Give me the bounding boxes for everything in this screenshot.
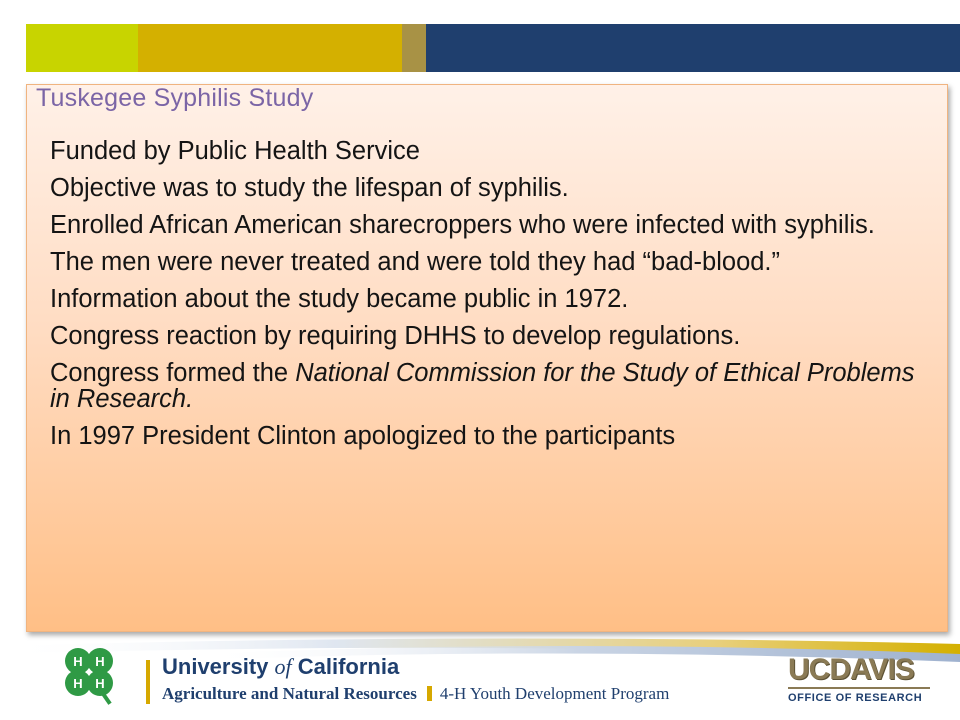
program-name: 4-H Youth Development Program xyxy=(439,684,670,703)
bullet-item: Congress reaction by requiring DHHS to develop regulations. xyxy=(50,322,741,350)
anr-name: Agriculture and Natural Resources xyxy=(162,684,417,703)
anr-line xyxy=(162,684,669,704)
ucdavis-logo xyxy=(788,655,930,704)
bullet-commission-prefix: Congress formed the xyxy=(50,359,296,387)
uc-title-part1: University xyxy=(162,654,275,679)
ucdavis-subtitle: OFFICE OF RESEARCH xyxy=(788,692,923,704)
4h-clover-icon xyxy=(56,641,122,707)
bullet-item-commission xyxy=(50,360,930,412)
clover-letter: H xyxy=(73,676,83,691)
bullet-commission-name: National Commission for the Study of Ethical Problems in Research. xyxy=(50,359,915,413)
bullet-item: Funded by Public Health Service xyxy=(50,137,420,165)
bullet-item: Objective was to study the lifespan of syphilis. xyxy=(50,174,569,202)
uc-title-part2: California xyxy=(291,654,400,679)
top-bar-navy xyxy=(426,24,960,72)
top-bar-lime xyxy=(26,24,138,72)
uc-divider-bar xyxy=(146,660,150,704)
bullet-item: The men were never treated and were told they had “bad-blood.” xyxy=(50,248,781,276)
bullet-item: In 1997 President Clinton apologized to the participants xyxy=(50,422,676,450)
ucdavis-wordmark: UCDAVIS xyxy=(788,653,914,686)
uc-title-of: of xyxy=(274,654,292,679)
bullet-list xyxy=(50,138,930,460)
top-bar-gold xyxy=(138,24,402,72)
clover-letter: H xyxy=(73,654,83,669)
bullet-item: Information about the study became public in 1972. xyxy=(50,285,629,313)
top-bar-khaki xyxy=(402,24,426,72)
clover-letter: H xyxy=(95,654,105,669)
bullet-item: Enrolled African American sharecroppers who were infected with syphilis. xyxy=(50,211,875,239)
clover-letter: H xyxy=(95,676,105,691)
slide-title: Tuskegee Syphilis Study xyxy=(36,84,314,112)
ucdavis-rule xyxy=(788,687,930,689)
anr-separator xyxy=(427,686,432,701)
uc-title xyxy=(162,654,399,680)
